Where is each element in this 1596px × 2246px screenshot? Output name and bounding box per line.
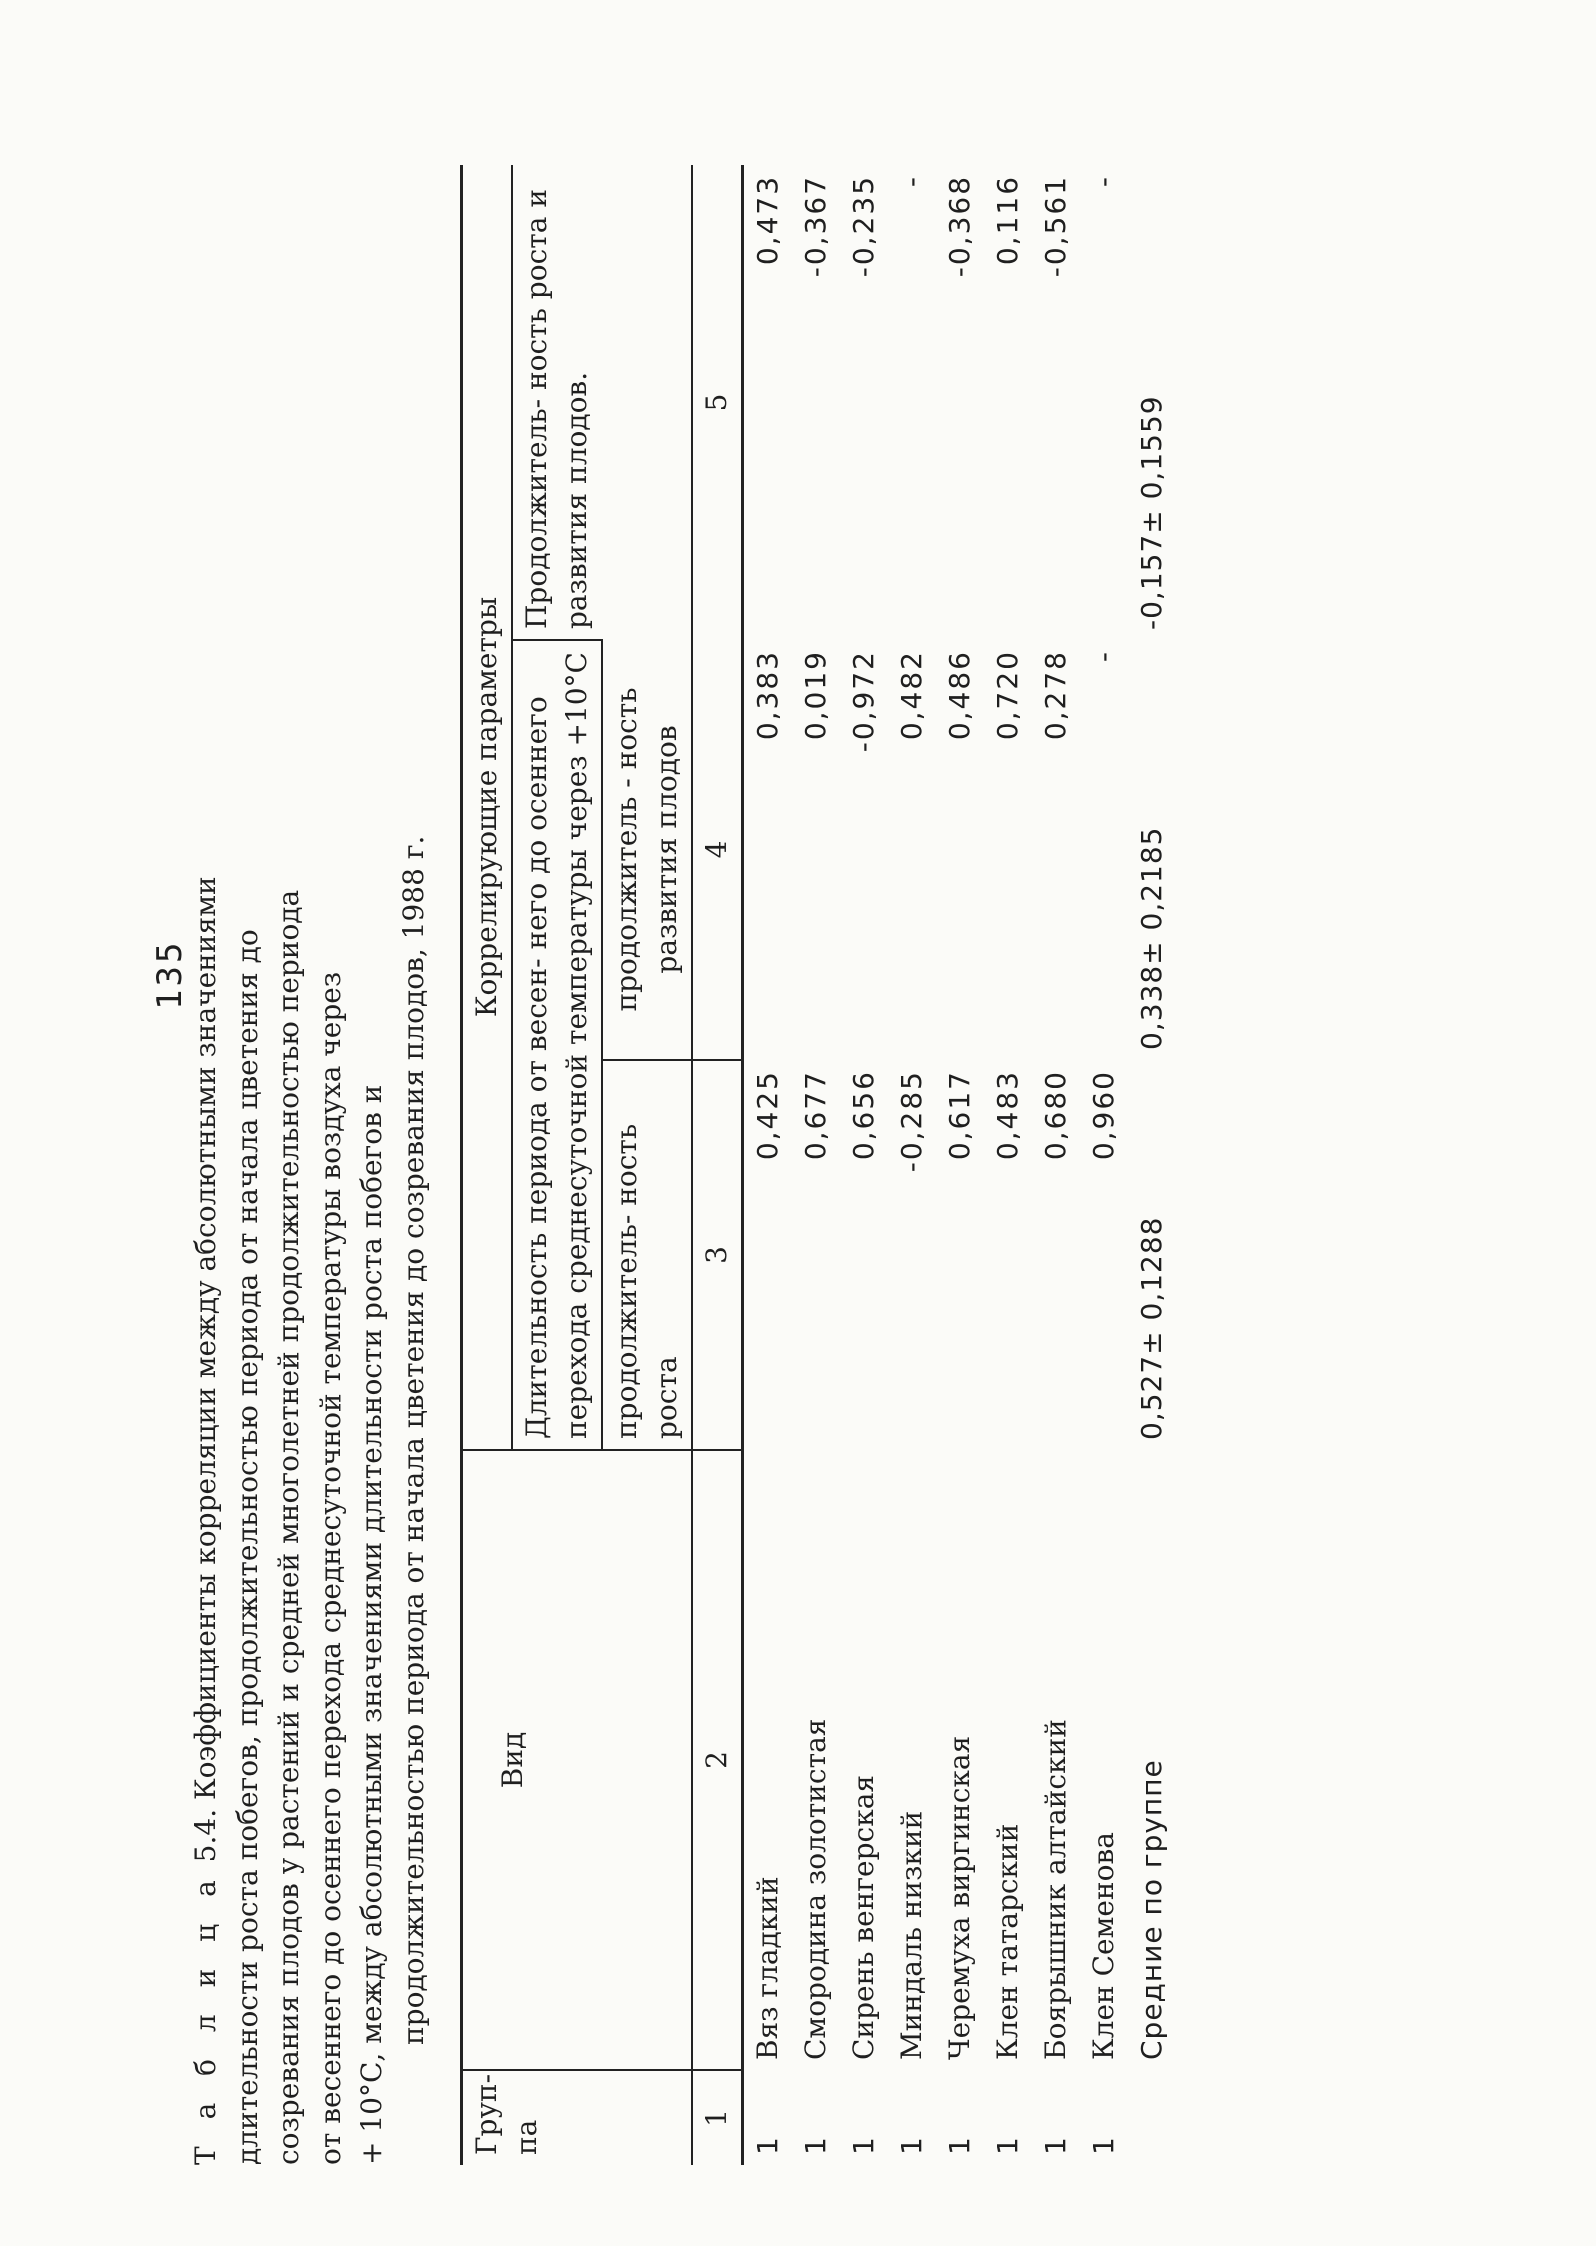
- caption-line: + 10°С, между абсолютными значениями длительности роста побегов и: [355, 1084, 388, 2165]
- species-cell: Боярышник алтайский: [1039, 1719, 1072, 2060]
- group-cell: 1: [1087, 2137, 1120, 2155]
- table-row: [1080, 165, 1128, 2165]
- value-cell: 0,425: [751, 1070, 784, 1161]
- header-fruit-development: продолжитель - ность развития плодов: [602, 640, 692, 1060]
- value-cell: -0,367: [799, 174, 832, 278]
- value-cell: -0,235: [847, 174, 880, 278]
- value-cell: 0,960: [1087, 1070, 1120, 1161]
- value-cell: -0,561: [1039, 174, 1072, 278]
- header-growth-duration: продолжитель- ность роста: [602, 1060, 692, 1450]
- value-cell: 0,019: [799, 650, 832, 741]
- species-cell: Черемуха виргинская: [943, 1735, 976, 2060]
- species-cell: Вяз гладкий: [751, 1876, 784, 2060]
- value-cell: 0,482: [895, 650, 928, 741]
- means-value: 0,527± 0,1288: [1135, 1216, 1168, 1440]
- header-season-duration: Длительность периода от весен- него до осеннего перехода среднесуточной температуры через +10°С: [512, 640, 602, 1450]
- group-cell: 1: [751, 2137, 784, 2155]
- value-cell: 0,656: [847, 1070, 880, 1161]
- table-row: [792, 165, 840, 2165]
- group-cell: 1: [991, 2137, 1024, 2155]
- column-number: 1: [692, 2070, 743, 2165]
- group-cell: 1: [847, 2137, 880, 2155]
- header-species: Вид: [462, 1450, 693, 2070]
- value-cell: -: [1087, 650, 1120, 663]
- rotated-page-content: [185, 135, 1445, 2165]
- value-cell: 0,473: [751, 174, 784, 266]
- caption-line: созревания плодов у растений и средней многолетней продолжительностью периода: [272, 889, 305, 2165]
- column-number: 5: [692, 165, 743, 640]
- value-cell: -0,972: [847, 650, 880, 753]
- group-cell: 1: [895, 2137, 928, 2155]
- value-cell: 0,680: [1039, 1070, 1072, 1161]
- table-row: [984, 165, 1032, 2165]
- means-value: -0,157± 0,1559: [1135, 395, 1168, 630]
- means-row: [1128, 165, 1176, 2165]
- caption-line: от весеннего до осеннего перехода среднесуточной температуры воздуха через: [313, 971, 347, 2165]
- value-cell: -0,368: [943, 174, 976, 278]
- caption-line: длительности роста побегов, продолжительностью периода от начала цветения до: [230, 929, 264, 2165]
- column-number: 3: [692, 1060, 743, 1450]
- table-row: [1032, 165, 1080, 2165]
- group-cell: 1: [943, 2137, 976, 2155]
- value-cell: 0,617: [943, 1070, 976, 1161]
- header-fruit-growth: Продолжитель- ность роста и развития плодов.: [512, 165, 692, 640]
- table-row: [743, 165, 793, 2165]
- table-caption: [185, 135, 434, 2165]
- header-group: Груп- па: [462, 2070, 693, 2165]
- caption-line: [185, 135, 227, 2165]
- value-cell: 0,483: [991, 1070, 1024, 1161]
- value-cell: 0,720: [991, 650, 1024, 741]
- species-cell: Миндаль низкий: [895, 1810, 928, 2060]
- value-cell: 0,383: [751, 650, 784, 741]
- column-number-row: [692, 165, 743, 2165]
- column-number: 4: [692, 640, 743, 1060]
- caption-line: продолжительностью периода от начала цветения до созревания плодов, 1988 г.: [396, 835, 430, 2045]
- caption-lead: Т а б л и ц а: [189, 1871, 222, 2165]
- means-group-cell: [1128, 2070, 1176, 2165]
- group-cell: 1: [1039, 2137, 1072, 2155]
- correlation-table: [460, 165, 1176, 2165]
- table-row: [888, 165, 936, 2165]
- caption-text: 5.4. Коэффициенты корреляции между абсолютными значениями: [189, 876, 222, 1863]
- header-correlating-params: Коррелирующие параметры: [462, 165, 513, 1450]
- value-cell: -0,285: [895, 1070, 928, 1173]
- value-cell: -: [895, 174, 928, 188]
- page-number: 135: [150, 939, 190, 1010]
- species-cell: Смородина золотистая: [799, 1718, 832, 2060]
- means-value: 0,338± 0,2185: [1135, 826, 1168, 1050]
- species-cell: Сирень венгерская: [847, 1774, 880, 2060]
- group-cell: 1: [799, 2137, 832, 2155]
- value-cell: 0,486: [943, 650, 976, 741]
- header-row: [462, 165, 513, 2165]
- value-cell: 0,116: [991, 174, 1024, 266]
- species-cell: Клен татарский: [991, 1823, 1024, 2060]
- value-cell: 0,278: [1039, 650, 1072, 741]
- means-label: Средние по группе: [1135, 1759, 1168, 2060]
- column-number: 2: [692, 1450, 743, 2070]
- table-row: [936, 165, 984, 2165]
- value-cell: -: [1087, 174, 1120, 188]
- value-cell: 0,677: [799, 1070, 832, 1161]
- table-row: [840, 165, 888, 2165]
- species-cell: Клен Семенова: [1087, 1832, 1120, 2060]
